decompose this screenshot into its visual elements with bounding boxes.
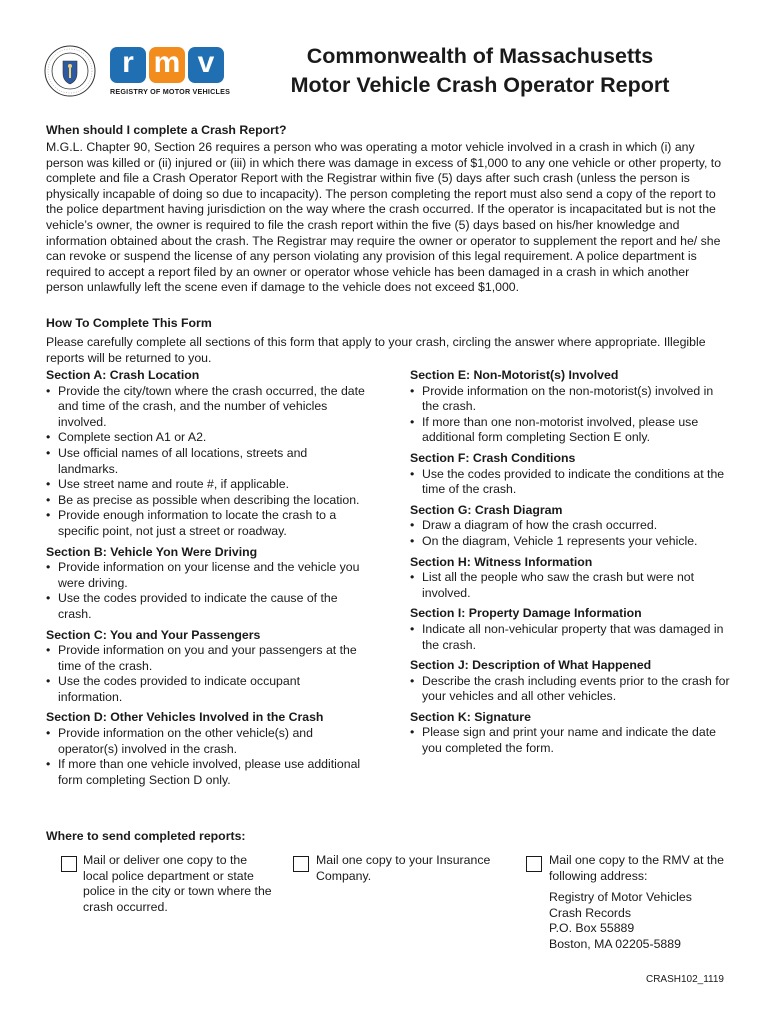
police-checkbox[interactable] — [61, 856, 77, 872]
list-item: • Describe the crash including events prior to the crash for your vehicles and all other vehicles. — [410, 674, 730, 705]
rmv-logo — [110, 47, 230, 96]
section-a-title: Section A: Crash Location — [46, 368, 200, 382]
list-item: • Use the codes provided to indicate occupant information. — [46, 674, 366, 705]
howto-heading: How To Complete This Form — [46, 316, 212, 330]
sections-left-column — [46, 368, 366, 793]
address-line: Boston, MA 02205-5889 — [549, 936, 681, 951]
send-option-insurance: Mail one copy to your Insurance Company. — [316, 853, 491, 883]
list-item: • Use the codes provided to indicate the conditions at the time of the crash. — [410, 467, 730, 498]
list-item: • Provide the city/town where the crash occurred, the date and time of the crash, and the number of vehicles involved. — [46, 384, 366, 431]
list-item: • Provide information on you and your passengers at the time of the crash. — [46, 643, 366, 674]
intro-heading: When should I complete a Crash Report? — [46, 123, 287, 137]
section-c-title: Section C: You and Your Passengers — [46, 627, 261, 642]
section-h-title: Section H: Witness Information — [410, 554, 593, 569]
list-item: • Provide information on your license and the vehicle you were driving. — [46, 560, 366, 591]
list-item: • Use the codes provided to indicate the cause of the crash. — [46, 591, 366, 622]
list-item: • Use street name and route #, if applicable. — [46, 477, 366, 493]
form-code: CRASH102_1119 — [645, 974, 724, 985]
rmv-logo-letter-v: v — [188, 47, 224, 83]
address-line: Registry of Motor Vehicles — [549, 890, 692, 904]
list-item: • Provide enough information to locate the crash to a specific point, not just a street or roadway. — [46, 508, 366, 539]
list-item: • List all the people who saw the crash but were not involved. — [410, 570, 730, 601]
list-item: • Indicate all non-vehicular property that was damaged in the crash. — [410, 622, 730, 653]
send-option-police: Mail or deliver one copy to the local police department or state police in the city or town where the crash occurred. — [83, 853, 272, 914]
section-d — [46, 710, 366, 788]
rmv-checkbox[interactable] — [526, 856, 542, 872]
list-item: • If more than one non-motorist involved, please use additional form completing Section E only. — [410, 415, 730, 446]
address-line: Crash Records — [549, 905, 632, 920]
list-item: • If more than one vehicle involved, please use additional form completing Section D only. — [46, 757, 366, 788]
send-option-rmv: Mail one copy to the RMV at the following address: — [549, 853, 724, 883]
section-h — [410, 555, 730, 602]
list-item: • Use official names of all locations, streets and landmarks. — [46, 446, 366, 477]
list-item: • Provide information on the non-motorist(s) involved in the crash. — [410, 384, 730, 415]
section-k — [410, 710, 730, 757]
list-item: • Provide information on the other vehicle(s) and operator(s) involved in the crash. — [46, 726, 366, 757]
section-f — [410, 451, 730, 498]
section-j — [410, 658, 730, 705]
section-d-title: Section D: Other Vehicles Involved in the Crash — [46, 710, 324, 725]
section-c — [46, 628, 366, 706]
howto-body: Please carefully complete all sections of this form that apply to your crash, circling the answer where appropriate. Illegible reports will be returned to you. — [46, 335, 706, 365]
list-item: • Be as precise as possible when describing the location. — [46, 493, 366, 509]
section-i-title: Section I: Property Damage Information — [410, 606, 642, 621]
list-item: • Please sign and print your name and indicate the date you completed the form. — [410, 725, 730, 756]
section-e — [410, 368, 730, 446]
rmv-address — [549, 890, 739, 952]
page-title — [270, 42, 690, 100]
section-i — [410, 606, 730, 653]
section-f-title: Section F: Crash Conditions — [410, 450, 576, 465]
section-g-title: Section G: Crash Diagram — [410, 502, 563, 517]
sections-right-column — [410, 368, 730, 762]
section-g — [410, 503, 730, 550]
section-j-title: Section J: Description of What Happened — [410, 658, 652, 673]
list-item: • Draw a diagram of how the crash occurred. — [410, 518, 730, 534]
section-e-title: Section E: Non-Motorist(s) Involved — [410, 368, 619, 382]
section-b-title: Section B: Vehicle Yon Were Driving — [46, 544, 258, 559]
section-b — [46, 545, 366, 623]
list-item: • Complete section A1 or A2. — [46, 430, 366, 446]
title-line-1: Commonwealth of Massachusetts — [306, 44, 654, 68]
address-line: P.O. Box 55889 — [549, 921, 635, 936]
massachusetts-seal-icon — [44, 45, 96, 97]
title-line-2: Motor Vehicle Crash Operator Report — [290, 73, 670, 97]
insurance-checkbox[interactable] — [293, 856, 309, 872]
intro-body: M.G.L. Chapter 90, Section 26 requires a person who was operating a motor vehicle involved in a crash in which (i) any person was killed or (ii) injured or (iii) in which there was damage in excess of $1,000 to any one vehicle or other property, to complete and file a Crash Operator Report with the Registrar within five (5) days after such crash (unless the person is physically incapable of doing so due to incapacity). The person completing the report must also send a copy of the report to the police department having jurisdiction on the way where the crash occurred. If the operator is incapacitated but is not the vehicle’s owner, the owner is required to file the crash report within the five (5) days based on his/her knowledge and information obtained about the crash. The Registrar may require the owner or operator to supplement the report and he/ she can revoke or suspend the license of any person violating any provision of this legal requirement. A police department is required to accept a report filed by an owner or operator whose vehicle has been damaged in a crash in which another person unlawfully left the scene even if damage to the vehicle does not exceed $1,000. — [46, 140, 722, 295]
send-heading: Where to send completed reports: — [46, 829, 246, 843]
section-k-title: Section K: Signature — [410, 709, 531, 724]
rmv-logo-letter-r: r — [110, 47, 146, 83]
list-item: • On the diagram, Vehicle 1 represents your vehicle. — [410, 534, 730, 550]
section-a — [46, 368, 366, 540]
rmv-logo-tagline: REGISTRY OF MOTOR VEHICLES — [110, 87, 231, 96]
rmv-logo-letter-m: m — [149, 47, 185, 83]
